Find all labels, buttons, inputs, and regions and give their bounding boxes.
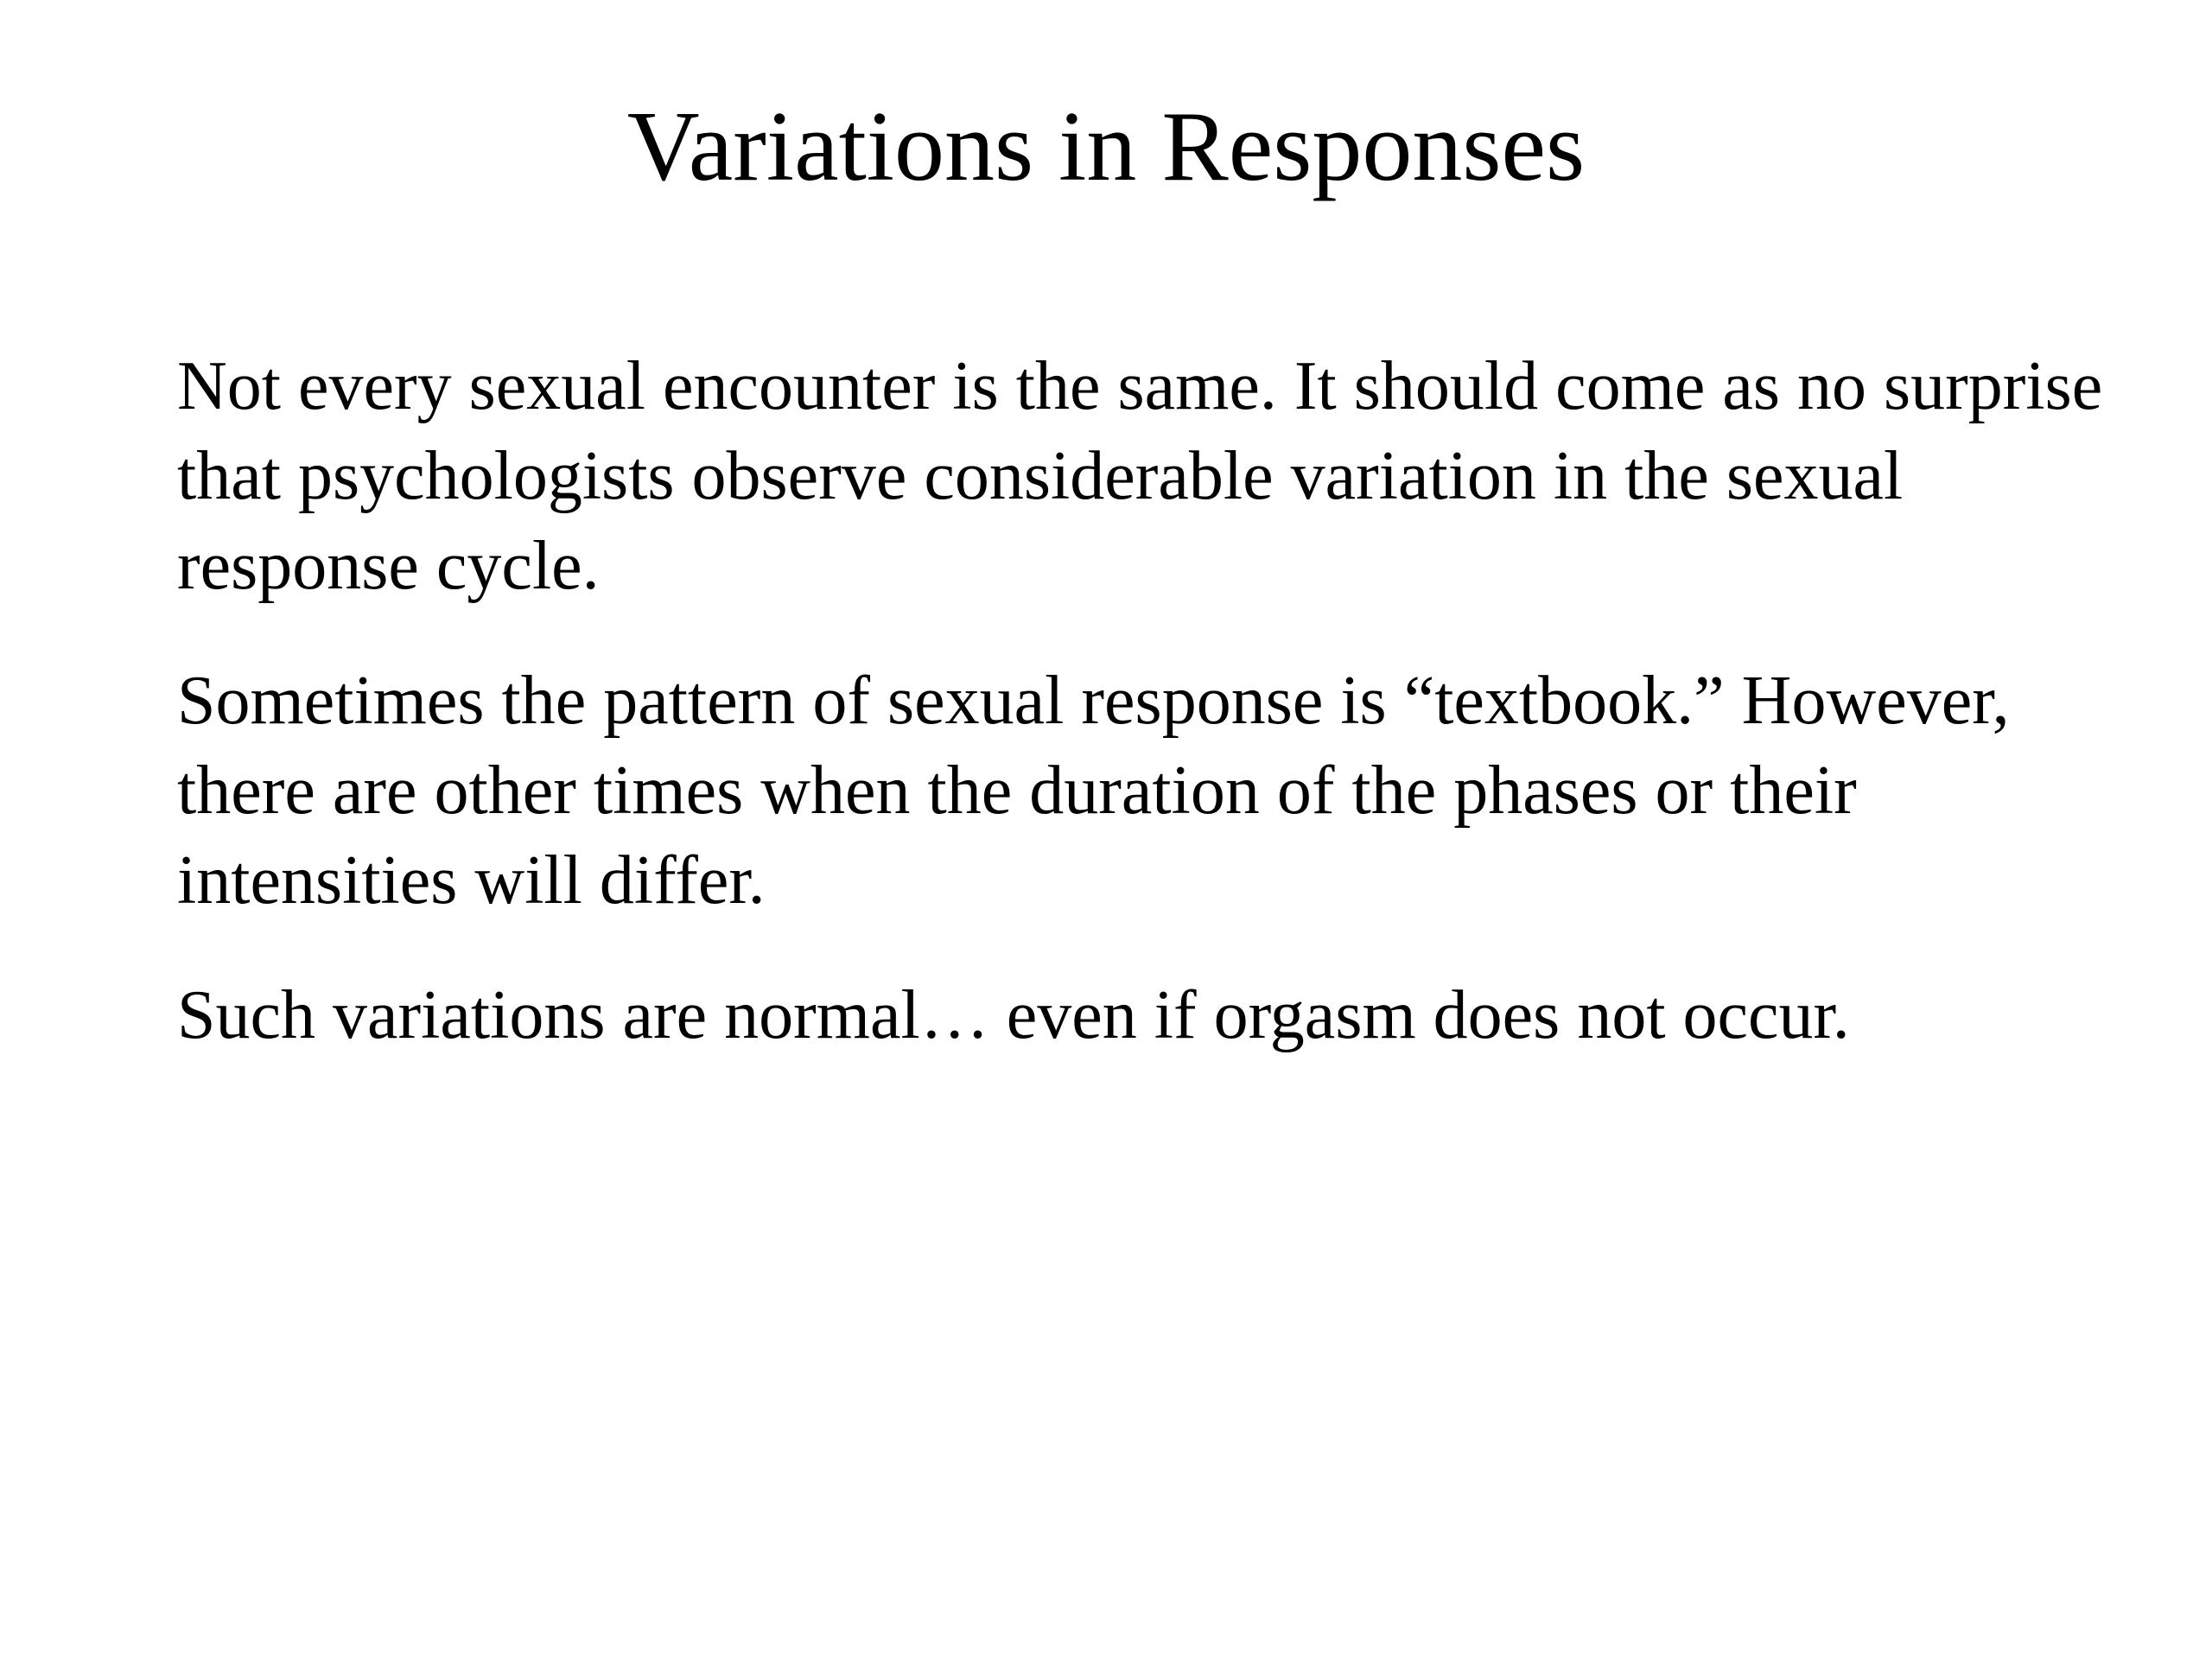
slide-body	[177, 341, 2121, 1060]
body-paragraph-3: Such variations are normal… even if orgasm does not occur.	[177, 977, 1850, 1053]
slide-title: Variations in Responses	[626, 92, 1586, 202]
body-paragraph-2: Sometimes the pattern of sexual response is “textbook.” However, there are other times when the duration of the phases or their intensities will differ.	[177, 663, 2010, 918]
body-paragraph-1: Not every sexual encounter is the same. It should come as no surprise that psychologists observe considerable variation in the sexual response cycle.	[177, 348, 2103, 604]
